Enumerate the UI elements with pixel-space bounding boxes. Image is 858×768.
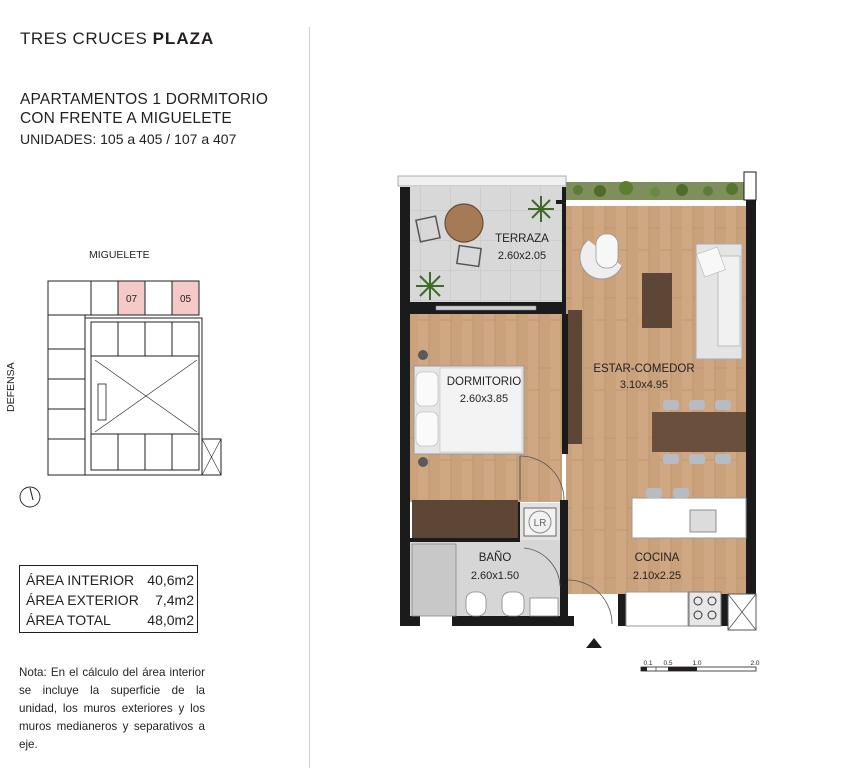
entrance-arrow-icon (586, 638, 602, 648)
units-label: UNIDADES: (20, 131, 97, 147)
street-label-top: MIGUELETE (89, 249, 150, 261)
units-value: 105 a 405 / 107 a 407 (100, 131, 237, 147)
brand-name-bold: PLAZA (152, 29, 215, 48)
room-name-cocina: COCINA (634, 552, 680, 564)
scale-label: 2.0 (750, 660, 760, 667)
area-value: 7,4m2 (155, 592, 194, 608)
planter-strip (566, 181, 744, 200)
terrace-railing (398, 176, 566, 186)
room-name-estar: ESTAR-COMEDOR (593, 363, 695, 375)
area-label: ÁREA TOTAL (26, 612, 111, 628)
key-unit-07-label: 07 (125, 294, 138, 305)
room-dims-terraza: 2.60x2.05 (497, 250, 547, 262)
room-dims-estar: 3.10x4.95 (619, 379, 669, 391)
title-line-2: CON FRENTE A MIGUELETE (20, 110, 232, 127)
area-note: Nota: En el cálculo del área interior se incluye la superficie de la unidad, los muros exteriores y los muros medianeros y separativos a eje. (19, 666, 205, 751)
room-name-bano: BAÑO (478, 552, 512, 564)
scale-label: 0.1 (643, 660, 653, 667)
area-value: 48,0m2 (147, 612, 194, 628)
scale-label: 1.0 (692, 660, 702, 667)
area-label: ÁREA INTERIOR (26, 572, 135, 588)
area-value: 40,6m2 (147, 572, 194, 588)
street-label-left: DEFENSA (5, 362, 17, 412)
room-name-dormitorio: DORMITORIO (446, 376, 522, 388)
scale-bar (641, 660, 760, 671)
title-line-1: APARTAMENTOS 1 DORMITORIO (20, 91, 269, 108)
room-dims-bano: 2.60x1.50 (470, 570, 520, 582)
area-label: ÁREA EXTERIOR (26, 592, 139, 608)
scale-label: 0.5 (663, 660, 673, 667)
room-name-terraza: TERRAZA (495, 233, 549, 245)
laundry-label: LR (533, 518, 547, 529)
key-unit-05-label: 05 (179, 294, 192, 305)
room-dims-cocina: 2.10x2.25 (632, 570, 682, 582)
room-dims-dormitorio: 2.60x3.85 (459, 393, 509, 405)
brand-name: TRES CRUCES (20, 29, 148, 48)
